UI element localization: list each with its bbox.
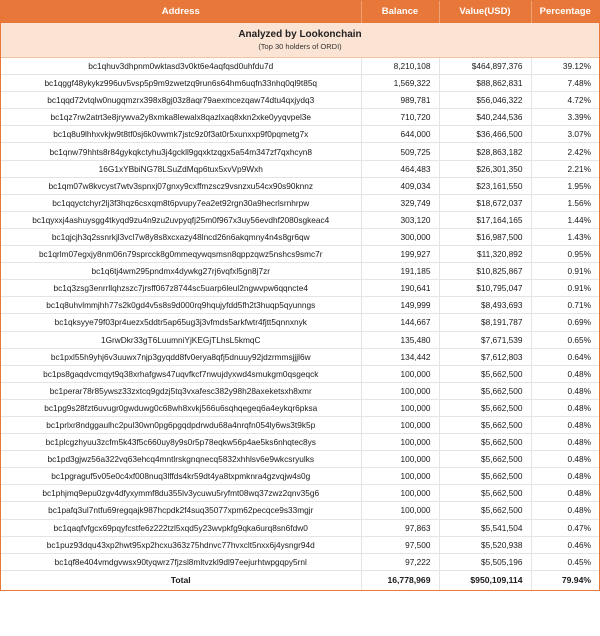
cell-value-usd: $26,301,350 xyxy=(439,160,531,177)
cell-balance: 303,120 xyxy=(361,211,439,228)
table-row xyxy=(1,314,599,331)
cell-value-usd: $7,671,539 xyxy=(439,331,531,348)
column-header-address[interactable]: Address xyxy=(1,1,361,23)
table-row xyxy=(1,348,599,365)
cell-address[interactable]: bc1qm07w8kvcyst7wtv3spnxj07gnxy9cxffmzscz9vsnzxu54cx90s90knnz xyxy=(1,177,361,194)
cell-balance: 989,781 xyxy=(361,92,439,109)
table-footer xyxy=(1,570,599,590)
total-value: $950,109,114 xyxy=(439,570,531,590)
cell-value-usd: $18,672,037 xyxy=(439,194,531,211)
cell-balance: 464,483 xyxy=(361,160,439,177)
total-label: Total xyxy=(1,570,361,590)
cell-address[interactable]: bc1q3zsg3enrrllqhzszc7jrsff067z8744sc5uarp6leul2ngwvpw6qqncte4 xyxy=(1,280,361,297)
cell-value-usd: $5,662,500 xyxy=(439,451,531,468)
cell-address[interactable]: 16G1xYBbiNG78LSuZdMqp6tux5xvVp9Wxh xyxy=(1,160,361,177)
cell-percentage: 0.45% xyxy=(531,553,599,570)
cell-percentage: 0.65% xyxy=(531,331,599,348)
cell-percentage: 39.12% xyxy=(531,58,599,75)
table-row xyxy=(1,126,599,143)
table-banner xyxy=(1,23,599,58)
cell-address[interactable]: bc1qqyctchyr2lj3f3hqz6csxqm8t6pvupy7ea2et92rgn30a9hecrlsrnhrpw xyxy=(1,194,361,211)
cell-percentage: 0.48% xyxy=(531,365,599,382)
cell-value-usd: $17,164,165 xyxy=(439,211,531,228)
cell-balance: 199,927 xyxy=(361,246,439,263)
table-row xyxy=(1,297,599,314)
total-balance: 16,778,969 xyxy=(361,570,439,590)
table-row xyxy=(1,75,599,92)
cell-balance: 100,000 xyxy=(361,502,439,519)
cell-percentage: 0.69% xyxy=(531,314,599,331)
cell-address[interactable]: bc1qjcjh3q2ssnrkjl3vcl7w8y8s8xcxazy48lncd26n6akqmny4n4s8gr6qw xyxy=(1,228,361,245)
cell-value-usd: $16,987,500 xyxy=(439,228,531,245)
cell-value-usd: $36,466,500 xyxy=(439,126,531,143)
cell-percentage: 7.48% xyxy=(531,75,599,92)
table-row xyxy=(1,280,599,297)
cell-balance: 134,442 xyxy=(361,348,439,365)
column-header-balance[interactable]: Balance xyxy=(361,1,439,23)
cell-percentage: 1.95% xyxy=(531,177,599,194)
cell-percentage: 0.48% xyxy=(531,468,599,485)
cell-address[interactable]: bc1qz7rw2atrt3e8jrywva2y8xmka8lewalx8qazlxaq8xkn2xke0yyqvpel3e xyxy=(1,109,361,126)
cell-balance: 97,222 xyxy=(361,553,439,570)
cell-address[interactable]: bc1q8u9lhhxvkjw9t8tf0sj6k0vwmk7jstc9z0f3at0r5xunxxp9f0pqmetg7x xyxy=(1,126,361,143)
table-row xyxy=(1,382,599,399)
cell-balance: 144,667 xyxy=(361,314,439,331)
cell-balance: 135,480 xyxy=(361,331,439,348)
table-row xyxy=(1,536,599,553)
cell-percentage: 0.48% xyxy=(531,502,599,519)
cell-value-usd: $8,191,787 xyxy=(439,314,531,331)
cell-percentage: 3.39% xyxy=(531,109,599,126)
cell-address[interactable]: bc1pgraguf5v05e0c4xf008nuq3lffds4kr59dt4ya8txpmknra4gzvqjw4s0g xyxy=(1,468,361,485)
cell-balance: 100,000 xyxy=(361,451,439,468)
cell-address[interactable]: bc1qksyye79f03pr4uezx5ddtr5ap65ug3j3vfmds5arkfwtr4fjtt5qnnxnyk xyxy=(1,314,361,331)
table-row xyxy=(1,194,599,211)
column-header-percentage[interactable]: Percentage xyxy=(531,1,599,23)
total-row xyxy=(1,570,599,590)
table-row xyxy=(1,58,599,75)
cell-value-usd: $5,662,500 xyxy=(439,365,531,382)
cell-percentage: 0.48% xyxy=(531,451,599,468)
cell-value-usd: $5,662,500 xyxy=(439,399,531,416)
cell-percentage: 0.48% xyxy=(531,416,599,433)
table-row xyxy=(1,331,599,348)
cell-balance: 100,000 xyxy=(361,382,439,399)
table-row xyxy=(1,160,599,177)
cell-percentage: 1.56% xyxy=(531,194,599,211)
cell-address[interactable]: bc1qhuv3dhpnm0wktasd3v0kt6e4aqfqsd0uhfdu7d xyxy=(1,58,361,75)
cell-address[interactable]: 1GrwDkr33gT6LuumniYjKEGjTLhsL5kmqC xyxy=(1,331,361,348)
cell-balance: 509,725 xyxy=(361,143,439,160)
cell-value-usd: $10,795,047 xyxy=(439,280,531,297)
cell-address[interactable]: bc1q8uhvlmmjhh77s2k0gd4v5s8s9d000rq9hqujyfdd5fh2t3huqp5qyunngs xyxy=(1,297,361,314)
table-row xyxy=(1,519,599,536)
table-row xyxy=(1,485,599,502)
cell-balance: 329,749 xyxy=(361,194,439,211)
cell-address[interactable]: bc1phjmq9epu0zgv4dfyxymmf8du355lv3ycuwu5ryfmt08wq37zwz2qnv35g6 xyxy=(1,485,361,502)
cell-address[interactable]: bc1qf8e404vmdgvwsx90tyqwrz7fjzsl8mltvzkl9dl97eejurhtwpgqpy5rnl xyxy=(1,553,361,570)
cell-percentage: 0.71% xyxy=(531,297,599,314)
cell-percentage: 0.91% xyxy=(531,263,599,280)
holders-table xyxy=(1,1,599,590)
banner-subtitle: (Top 30 holders of ORDI) xyxy=(258,42,342,51)
cell-value-usd: $8,493,693 xyxy=(439,297,531,314)
cell-balance: 100,000 xyxy=(361,416,439,433)
table-header-row xyxy=(1,1,599,23)
cell-percentage: 0.48% xyxy=(531,434,599,451)
cell-percentage: 0.48% xyxy=(531,382,599,399)
cell-balance: 97,863 xyxy=(361,519,439,536)
cell-value-usd: $40,244,536 xyxy=(439,109,531,126)
table-row xyxy=(1,502,599,519)
banner-title: Analyzed by Lookonchain xyxy=(238,29,362,40)
cell-address[interactable]: bc1ps8gaqdvcmqyt9q38xrhafgws47uqvfkcf7nwujdyxwd4smukgm0qsgeqck xyxy=(1,365,361,382)
table-row xyxy=(1,246,599,263)
cell-address[interactable]: bc1prlxr8ndggaulhc2pul30wn0pg6pgqdpdrwdu68a4nrqfn054ly6ws3t9k5p xyxy=(1,416,361,433)
cell-balance: 100,000 xyxy=(361,399,439,416)
cell-address[interactable]: bc1qrlm07egxjy8nm06n79sprcck8g0mmeqywqsmsn8qppzqwz5nshcs9smc7r xyxy=(1,246,361,263)
table-row xyxy=(1,177,599,194)
cell-address[interactable]: bc1qnw79hhts8r84gykqkctyhu3j4gckll9gqxktzqgx5a54m347zf7qxhcyn8 xyxy=(1,143,361,160)
cell-balance: 100,000 xyxy=(361,434,439,451)
cell-percentage: 2.42% xyxy=(531,143,599,160)
cell-percentage: 0.48% xyxy=(531,399,599,416)
cell-value-usd: $5,662,500 xyxy=(439,416,531,433)
cell-percentage: 0.46% xyxy=(531,536,599,553)
cell-percentage: 0.48% xyxy=(531,485,599,502)
table-body xyxy=(1,58,599,571)
cell-percentage: 1.44% xyxy=(531,211,599,228)
cell-value-usd: $11,320,892 xyxy=(439,246,531,263)
table-row xyxy=(1,92,599,109)
cell-value-usd: $5,505,196 xyxy=(439,553,531,570)
table-row xyxy=(1,399,599,416)
cell-balance: 8,210,108 xyxy=(361,58,439,75)
cell-address[interactable]: bc1pd3gjwz56a322vq63ehcq4mntlrskgnqnecq5832xhhlsv6e9wkcsryulks xyxy=(1,451,361,468)
cell-percentage: 0.47% xyxy=(531,519,599,536)
cell-balance: 100,000 xyxy=(361,485,439,502)
cell-address[interactable]: bc1pafq3ul7ntfu69regqajk987hcpdk2f4suq35077xpm62pecqce9s33mgjr xyxy=(1,502,361,519)
table-row xyxy=(1,211,599,228)
cell-value-usd: $88,862,831 xyxy=(439,75,531,92)
cell-value-usd: $5,662,500 xyxy=(439,468,531,485)
cell-percentage: 0.91% xyxy=(531,280,599,297)
cell-balance: 644,000 xyxy=(361,126,439,143)
cell-address[interactable]: bc1puz93dqu43xp2hwt95xp2hcxu363z75hdnvc77hvxclt5nxx6j4ysngr94d xyxy=(1,536,361,553)
cell-percentage: 3.07% xyxy=(531,126,599,143)
cell-value-usd: $28,863,182 xyxy=(439,143,531,160)
cell-percentage: 1.43% xyxy=(531,228,599,245)
cell-balance: 409,034 xyxy=(361,177,439,194)
cell-value-usd: $56,046,322 xyxy=(439,92,531,109)
cell-value-usd: $23,161,550 xyxy=(439,177,531,194)
cell-value-usd: $5,662,500 xyxy=(439,502,531,519)
banner-cell xyxy=(1,23,599,58)
cell-address[interactable]: bc1q6tj4wm295pndmx4dywkg27rj6vqfxl5gn8j7zr xyxy=(1,263,361,280)
cell-balance: 97,500 xyxy=(361,536,439,553)
cell-address[interactable]: bc1perar78r85ywsz33zxtcq9gdzj5tq3vxafesc382y98h28axeketsxh8xmr xyxy=(1,382,361,399)
column-header-value-usd[interactable]: Value(USD) xyxy=(439,1,531,23)
cell-value-usd: $5,520,938 xyxy=(439,536,531,553)
cell-address[interactable]: bc1pxl55h9yhj6v3uuwx7njp3gyqdd8fv0erya8qfj5dnuuy92jdzrmmsjjjl6w xyxy=(1,348,361,365)
table-row xyxy=(1,228,599,245)
cell-value-usd: $5,662,500 xyxy=(439,485,531,502)
table-row xyxy=(1,109,599,126)
table-row xyxy=(1,143,599,160)
cell-value-usd: $10,825,867 xyxy=(439,263,531,280)
cell-balance: 100,000 xyxy=(361,365,439,382)
table-row xyxy=(1,263,599,280)
cell-percentage: 0.64% xyxy=(531,348,599,365)
cell-balance: 190,641 xyxy=(361,280,439,297)
cell-balance: 300,000 xyxy=(361,228,439,245)
table-row xyxy=(1,434,599,451)
cell-percentage: 0.95% xyxy=(531,246,599,263)
cell-percentage: 2.21% xyxy=(531,160,599,177)
table-row xyxy=(1,468,599,485)
table-row xyxy=(1,553,599,570)
cell-balance: 710,720 xyxy=(361,109,439,126)
cell-address[interactable]: bc1pg9s28fzt6uvugr0gwduwg0c68wh8xvkj566u6sqhqegeq6a4eykqr6pksa xyxy=(1,399,361,416)
cell-value-usd: $7,612,803 xyxy=(439,348,531,365)
banner-row xyxy=(1,23,599,58)
table-row xyxy=(1,451,599,468)
cell-address[interactable]: bc1qyxxj4ashuysgg4tkyqd9zu4n9zu2uvpyqfj25m0f967x3uy56evdhf2080sgkeac4 xyxy=(1,211,361,228)
cell-balance: 1,569,322 xyxy=(361,75,439,92)
cell-value-usd: $5,541,504 xyxy=(439,519,531,536)
cell-address[interactable]: bc1qaqfvfgcx69pqyfcstfe6z222tzl5xqd5y23wvpkfg9qka6urq8sn6fdw0 xyxy=(1,519,361,536)
table-row xyxy=(1,365,599,382)
cell-value-usd: $5,662,500 xyxy=(439,434,531,451)
cell-address[interactable]: bc1plcgzhyuu3zcfm5k43f5c660uy8y9s0r5p78eqkw56p4ae5ks6nhqtec8ys xyxy=(1,434,361,451)
cell-balance: 191,185 xyxy=(361,263,439,280)
cell-balance: 149,999 xyxy=(361,297,439,314)
cell-address[interactable]: bc1qqd72vtqlw0nugqmzrx398x8gj03z8aqr79aexmcezqaw74dtu4qxjydq3 xyxy=(1,92,361,109)
cell-address[interactable]: bc1qggf48ykykz996uv5vsp5p9m9zwetzq9run6s64hm6uqfn33nhq0ql9t85q xyxy=(1,75,361,92)
table-header xyxy=(1,1,599,23)
table-row xyxy=(1,416,599,433)
cell-value-usd: $464,897,376 xyxy=(439,58,531,75)
cell-percentage: 4.72% xyxy=(531,92,599,109)
total-percentage: 79.94% xyxy=(531,570,599,590)
cell-balance: 100,000 xyxy=(361,468,439,485)
cell-value-usd: $5,662,500 xyxy=(439,382,531,399)
